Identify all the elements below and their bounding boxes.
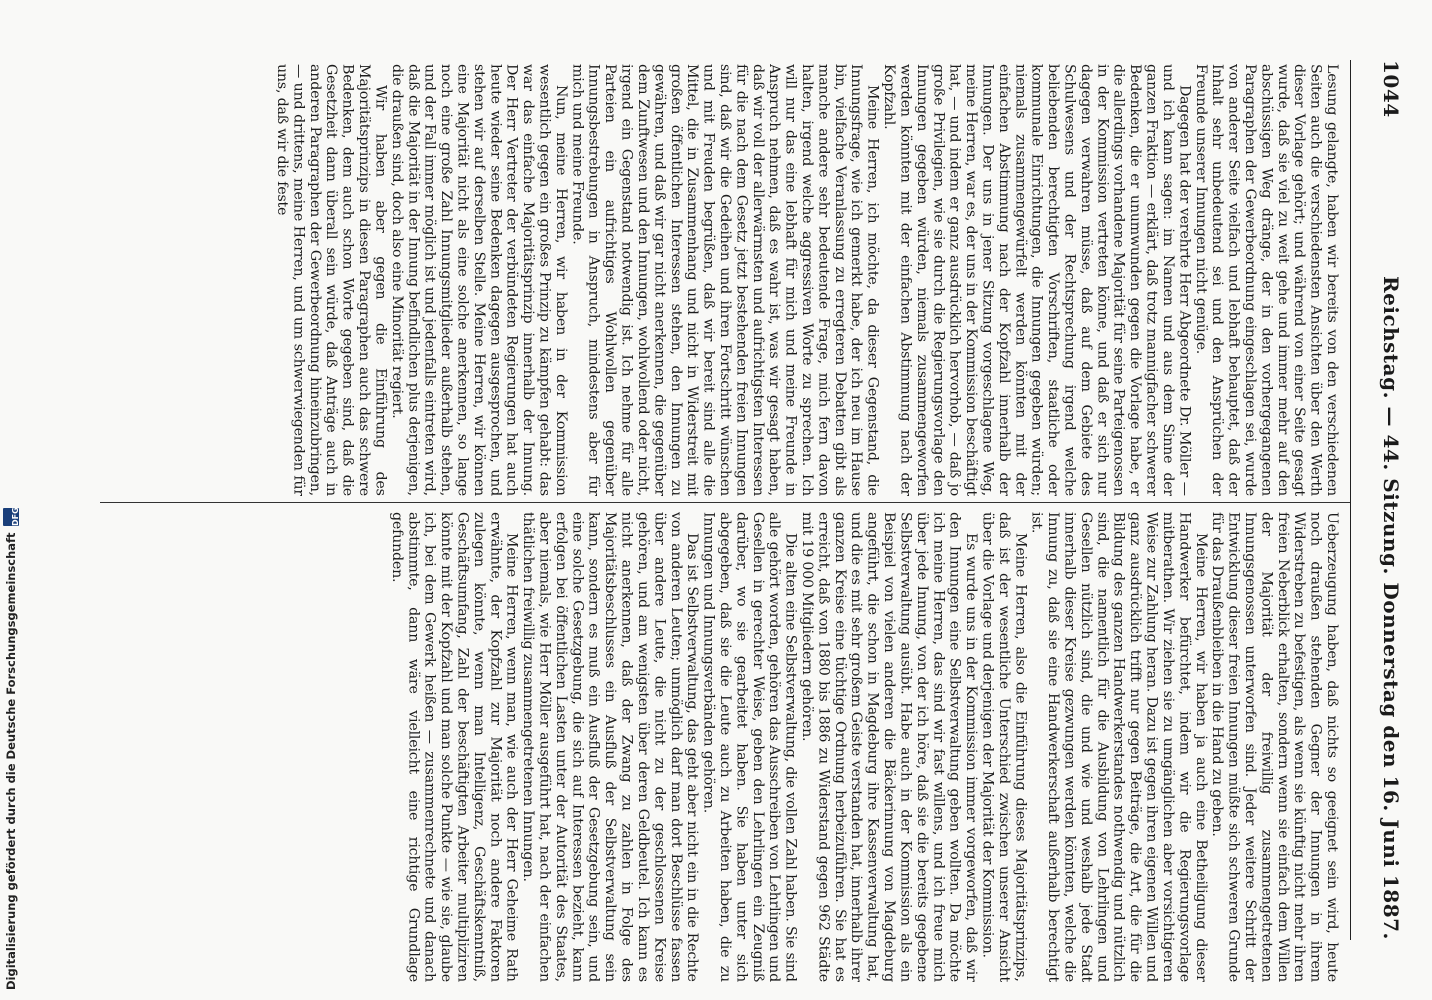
running-title: Reichstag. — 44. Sitzung. Donnerstag den 16. Juni 1887.: [1379, 275, 1403, 940]
credit-text: Digitalisierung gefördert durch die Deutsche Forschungsgemeinschaft: [4, 532, 18, 990]
column-divider: [100, 502, 1350, 503]
paragraph: Nun, meine Herren, wir haben in der Kommission wesentlich gegen ein großes Prinzip zu kämpfen gehabt: das war das einfache Majoritätsprinzip innerhalb der Innung. Der Herr Vertreter der verbündeten Regierungen hat auch heute wieder seine Bedenken dagegen ausgesprochen, und stehen wir auf derselben Stelle. Meine Herren, wir können eine Majorität nicht als eine solche anerkennen, so lange noch eine große Zahl Innungsmitglieder außerhalb stehen, und der Fall immer möglich ist und jedenfalls eintreten wird, daß die Majorität in der Innung befindlichen plus derjenigen, die draußen sind, doch also eine Minorität regiert.: [388, 64, 569, 496]
paragraph: Meine Herren, wir haben ja auch eine Betheiligung dieser Handwerker befürchtet, indem wir die Regierungsvorlage mitberathen. Wir ziehen sie zu umgänglichen aber vorsichtigeren Weise zur Zahlung heran. Dazu ist gegen ihren eigenen Willen und ganz ausdrücklich trifft nur gegen Beiträge, die Art, die für die Bildung des ganzen Handwerkerstandes nothwendig und nützlich sind, die namentlich für die Ausbildung von Lehrlingen und Gesellen nützlich sind, die und wie und weshalb jede Stadt innerhalb dieser Kreise gezwungen werden könnten, welche die Innung zu, daß sie eine Handwerkerschaft außerhalb berechtigt ist.: [1028, 512, 1209, 982]
digitization-credit: [2, 507, 20, 990]
paragraph: Es wurde uns in der Kommission immer vorgeworfen, daß wir den Innungen eine Selbstverwaltung geben wollten. Da möchte ich meine Herren, das sind wir fast willens, und ich freue mich über jede Innung, von der ich höre, daß sie die bereits gegebene Selbstverwaltung ausübt. Habe auch in der Kommission als ein Beispiel von vielen anderen die Bäckerinnung von Magdeburg angeführt, die schon in Magdeburg ihre Kassenverwaltung hat, und die es mit sehr großem Geiste verstanden hat, innerhalb ihrer ganzen Kreise eine tüchtige Ordnung herbeizuführen. Sie hat es erreicht, daß von 1880 bis 1886 zu Widerstand gegen 962 Städte mit 19 000 Mitgliedern gehören.: [799, 512, 980, 982]
column-right: [100, 512, 1340, 982]
paragraph: Die alten eine Selbstverwaltung, die vollen Zahl haben. Sie sind alle gehört worden, gehören das Ausschreiben von Lehrlingen und Gesellen in gerechter Weise, geben den Lehrlingen ein Zeugniß darüber, wo sie gearbeitet haben. Sie haben unter sich abgegeben, daß sie die Leute auch zu Arbeiten haben, die zu Innungen und Innungsverbänden gehören.: [700, 512, 799, 982]
paragraph: Dagegen hat der verehrte Herr Abgeordnete Dr. Möller — und ich kann sagen: im Namen und aus dem Sinne der ganzen Fraktion — erklärt, daß trotz mannigfacher schwerer Bedenken, die er unumwunden gegen die Vorlage habe, er die allerdings vorhandene Majorität für seine Parteigenossen in der Kommission vertreten könne, und daß er sich nur dagegen verwahren müsse, daß auf dem Gebiete des Schulwesens und der Rechtsprechung irgend welche beliebenden berechtigten Vorschriften, staatliche oder kommunale Einrichtungen, die Innungen gegeben würden; niemals zusammengewürfelt werden könnten mit der einfachen Abstimmung nach der Kopfzahl innerhalb der Innungen. Der uns in jener Sitzung vorgeschlagene Weg, meine Herren, war es, der uns in der Kommission beschäftigt hat, — und indem er ganz ausdrücklich hervorhob, — daß jo große Privilegien, wie sie durch die Regierungsvorlage den Innungen gegeben würden, niemals zusammengeworfen werden könnten mit der einfachen Abstimmung nach der Kopfzahl.: [881, 64, 1193, 496]
column-left: [100, 64, 1340, 496]
paragraph: Meine Herren, wenn man, wie auch der Herr Geheime Rath erwähnte, der Kopfzahl zur Majorität noch andere Faktoren zulegen könnte, wenn man Intelligenz, Geschäftskenntniß, Geschäftsumfang, Zahl der beschäftigten Arbeiter multipliziren könnte mit der Kopfzahl und man solche Punkte — wie sie, glaube ich, bei dem Gewerk heißen — zusammenrechnete und danach abstimmte, dann wäre vielleicht eine richtige Grundlage gefunden.: [388, 512, 520, 982]
page-header: [1378, 60, 1404, 940]
paragraph: Wir haben aber gegen die Einführung des Majoritätsprinzips in diesen Paragraphen auch das schwere Bedenken, dem auch schon Worte gegeben sind, daß die Gesetzheit dann überall sein würde, daß Anträge auch in anderen Paragraphen der Gewerbeordnung hineinzubringen, — und drittens, meine Herren, und um schwerwiegenden für uns, daß wir die feste: [274, 64, 389, 496]
paragraph: Meine Herren, also die Einführung dieses Majoritätsprinzips, daß ist der wesentliche Unterschied zwischen unserer Ansicht über die Vorlage und derjenigen der Majorität der Kommission.: [979, 512, 1029, 982]
paragraph: Ueberzeugung haben, daß nichts so geeignet sein wird, heute noch draußen stehenden Gegner der Innungen in ihrem Widerstreben zu befestigen, als wenn sie künftig nicht mehr ihren freien Neberblick erhalten, sondern wenn sie einfach dem Willen der Majorität der freiwillig zusammengetretenen Innungsgenossen unterworfen sind. Jeder weitere Schritt der Entwicklung dieser freien Innungen müßte sich schweren Grunde für das Draußenbleiben in die Hand zu geben.: [1209, 512, 1340, 982]
paragraph: Lesung gelangte, haben wir bereits von den verschiedenen Seiten auch die verschiedensten Ansichten über den Werth dieser Vorlage gehört; und während von einer Seite gesagt wurde, daß sie viel zu weit gehe und immer mehr auf den abschüssigen Weg dränge, der in den vorhergegangenen Paragraphen der Gewerbeordnung eingeschlagen sei, wurde von anderer Seite vielfach und lebhaft behauptet, daß der Inhalt sehr unbedeutend sei und den Ansprüchen der Freunde unserer Innungen nicht genüge.: [1192, 64, 1340, 496]
header-rule: [1350, 60, 1351, 940]
page-number: 1044: [1379, 60, 1403, 118]
dfg-logo-icon: DFG: [3, 508, 19, 527]
paragraph: Meine Herren, ich möchte, da dieser Gegenstand, die Innungsfrage, wie ich gemerkt habe, der ich neu im Hause bin, vielfache Veranlassung zu erregteren Debatten gibt als manche andere sehr bedeutende Frage, mich fern davon halten, irgend welche aggressiven Worte zu sprechen. Ich will nur das eine lebhaft für mich und meine Freunde in Anspruch nehmen, daß es wahr ist, was wir gesagt haben, daß wir voll der allerwärmsten und aufrichtigsten Interessen für die nach dem Gesetz jetzt bestehenden freien Innungen sind, daß wir die Gedeihen und ihren Fortschritt wünschen und mit Freuden begrüßen, daß wir bereit sind alle die Mittel, die in Zusammenhang und nicht in Widerstreit mit großen öffentlichen Interessen stehen, den Innungen zu gewähren, und daß wir gar nicht anerkennen, die gegenüber dem Zunftwesen und den Innungen, wohlwollend oder nicht, irgend ein Gegenstand notwendig ist. Ich nehme für alle Parteien ein aufrichtiges Wohlwollen gegenüber Innungsbestrebungen in Anspruch, mindestens aber für mich und meine Freunde.: [569, 64, 881, 496]
paragraph: Das ist Selbstverwaltung, das geht aber nicht ein in die Rechte von anderen Leuten; unmöglich darf man dort Beschlüsse fassen über andere Leute, die nicht zu der geschlossenen Kreise gehören, und am wenigsten über deren Geldbeutel. Ich kann es nicht anerkennen, daß der Zwang zu zahlen in Folge des Majoritätsbeschlusses ein Ausfluß der Selbstverwaltung sein kann, sondern es muß ein Ausfluß der Gesetzgebung sein, und eine solche Gesetzgebung, die sich auf Interessen bezieht, kann erfolgen bei öffentlichen Lasten unter der Autorität des Staates, aber niemals, wie Herr Möller ausgeführt hat, nach der einfachen thätlichen freiwillig zusammengetretenen Innungen.: [520, 512, 701, 982]
